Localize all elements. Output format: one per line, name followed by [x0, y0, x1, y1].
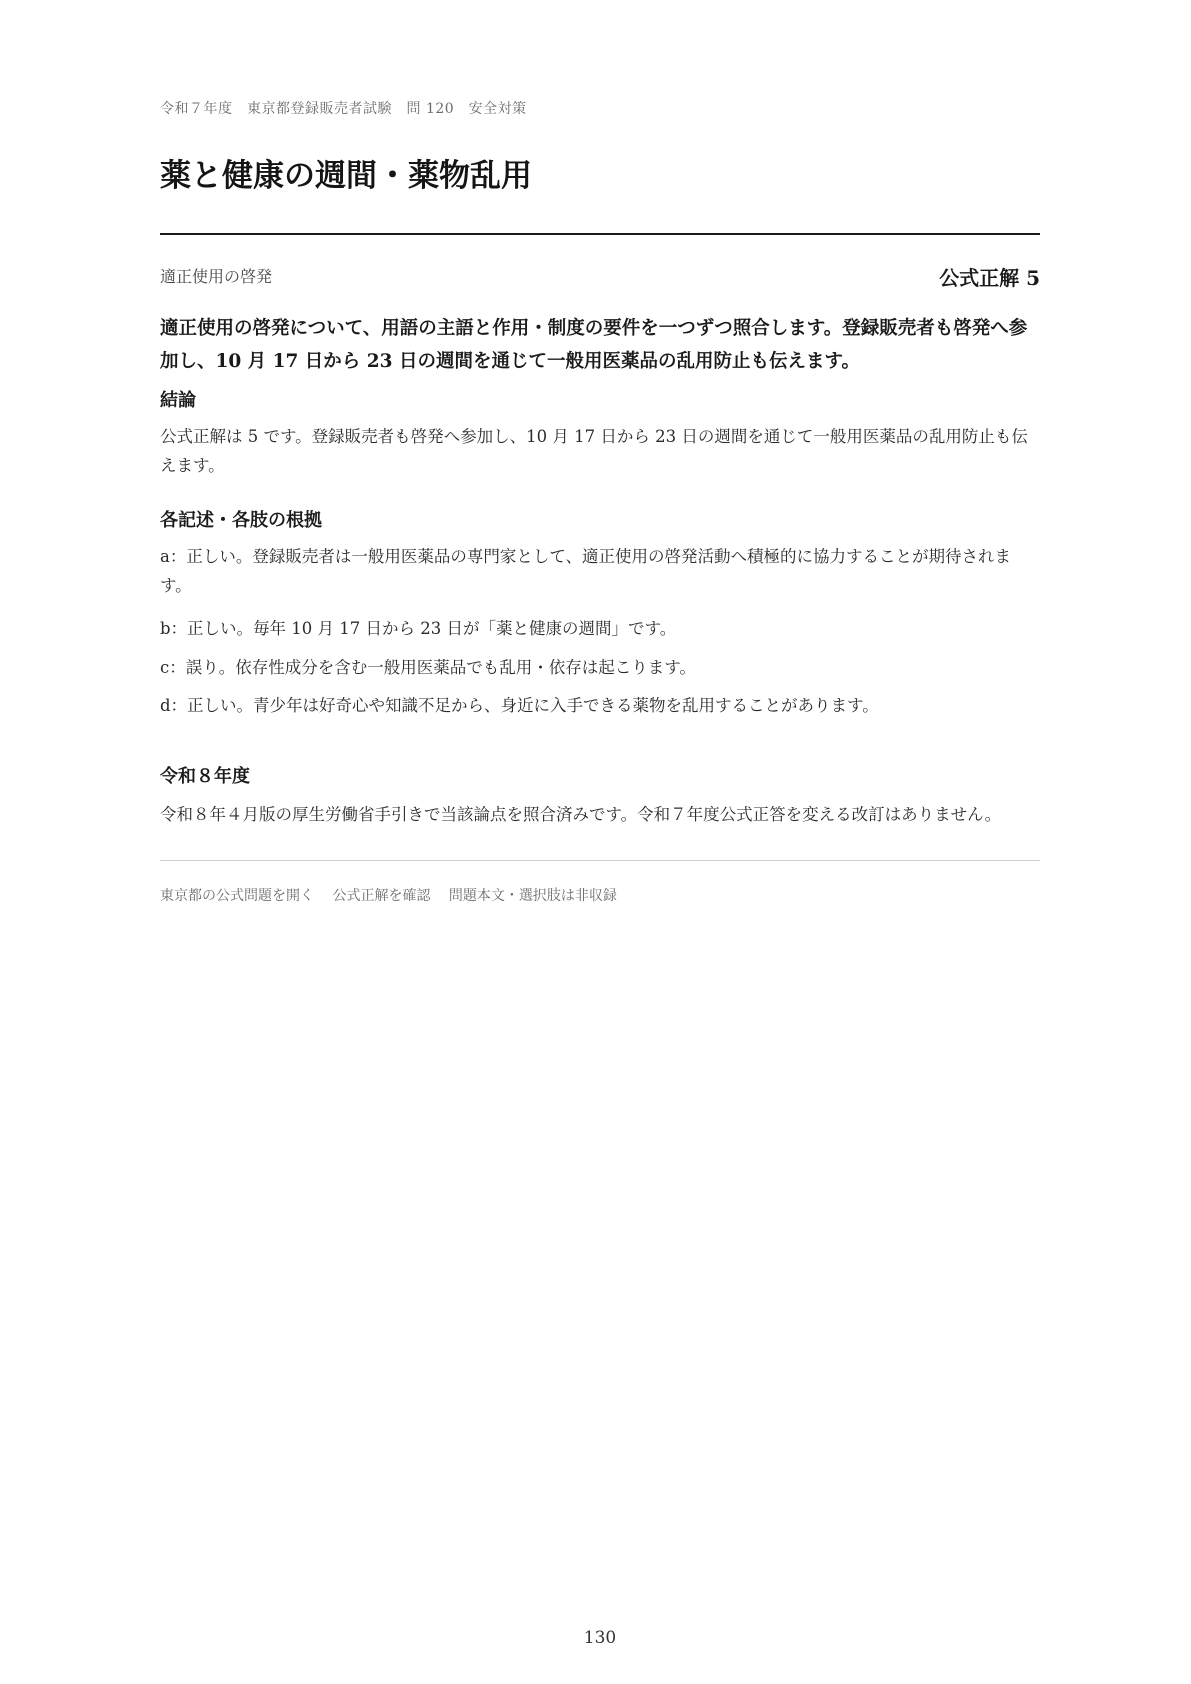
open-official-problem-link[interactable]: 東京都の公式問題を開く	[160, 888, 314, 904]
check-official-answer-link[interactable]: 公式正解を確認	[332, 888, 431, 904]
footer-links	[160, 885, 617, 905]
footer-note: 問題本文・選択肢は非収録	[448, 888, 617, 904]
ground-item-b: b：正しい。毎年 10 月 17 日から 23 日が「薬と健康の週間」です。	[160, 619, 677, 638]
r8-body: 令和８年４月版の厚生労働省手引きで当該論点を照合済みです。令和７年度公式正答を変える改訂はありません。	[160, 805, 1002, 824]
meta-row	[160, 262, 1040, 292]
footer-divider	[160, 860, 1040, 861]
title-divider	[160, 233, 1040, 235]
r8-heading: 令和８年度	[160, 766, 250, 787]
page-number: 130	[583, 1628, 617, 1648]
conclusion-body: 公式正解は 5 です。登録販売者も啓発へ参加し、10 月 17 日から 23 日の週間を通じて一般用医薬品の乱用防止も伝えます。	[160, 427, 1028, 475]
page-title: 薬と健康の週間・薬物乱用	[160, 158, 532, 194]
running-head: 令和７年度 東京都登録販売者試験 問 120 安全対策	[160, 101, 527, 117]
official-answer-label: 公式正解 5	[939, 266, 1040, 290]
grounds-heading: 各記述・各肢の根拠	[160, 510, 322, 531]
lead-summary: 適正使用の啓発について、用語の主語と作用・制度の要件を一つずつ照合します。登録販売者も啓発へ参加し、10 月 17 日から 23 日の週間を通じて一般用医薬品の乱用防止も伝えます。	[160, 318, 1028, 372]
ground-item-d: d：正しい。青少年は好奇心や知識不足から、身近に入手できる薬物を乱用することがあります。	[160, 696, 879, 715]
topic-label: 適正使用の啓発	[160, 267, 273, 286]
ground-item-c: c：誤り。依存性成分を含む一般用医薬品でも乱用・依存は起こります。	[160, 658, 696, 677]
conclusion-heading: 結論	[160, 390, 196, 411]
document-page	[160, 0, 1040, 1684]
ground-item-a: a：正しい。登録販売者は一般用医薬品の専門家として、適正使用の啓発活動へ積極的に協力することが期待されます。	[160, 547, 1012, 595]
